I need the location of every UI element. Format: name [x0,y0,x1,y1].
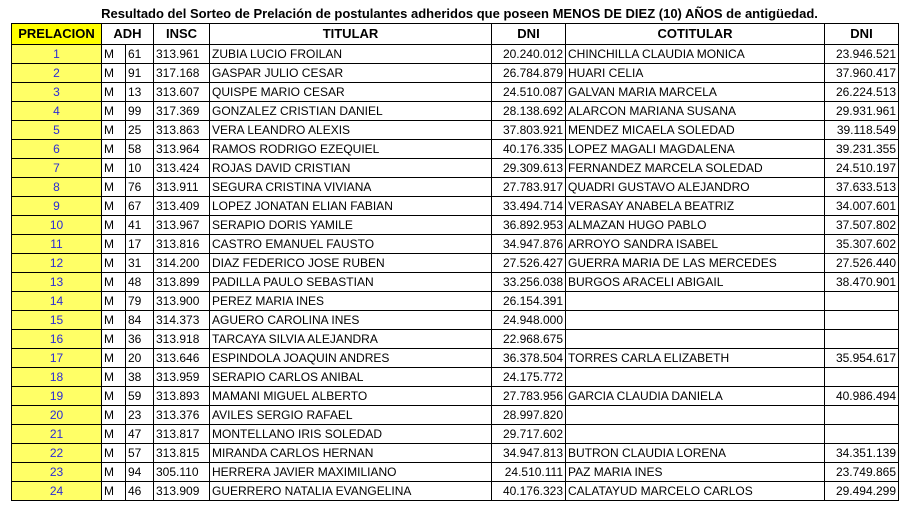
titular-cell: QUISPE MARIO CESAR [210,83,492,102]
adh-cell: 23 [126,406,154,425]
insc-cell: 313.646 [154,349,210,368]
prelacion-cell: 19 [12,387,102,406]
adh-cell: 17 [126,235,154,254]
cotitular-cell: CALATAYUD MARCELO CARLOS [566,482,825,501]
titular-cell: MAMANI MIGUEL ALBERTO [210,387,492,406]
adh-cell: 25 [126,121,154,140]
adh-cell: 57 [126,444,154,463]
insc-cell: 313.376 [154,406,210,425]
insc-cell: 317.168 [154,64,210,83]
table-row [12,64,899,83]
adh-cell: 20 [126,349,154,368]
table-row [12,425,899,444]
titular-cell: PADILLA PAULO SEBASTIAN [210,273,492,292]
sex-cell: M [102,444,126,463]
results-table [11,23,899,501]
table-row [12,216,899,235]
adh-cell: 91 [126,64,154,83]
insc-cell: 313.899 [154,273,210,292]
titular-cell: PEREZ MARIA INES [210,292,492,311]
insc-cell: 313.424 [154,159,210,178]
header-dni: DNI [492,24,566,45]
adh-cell: 47 [126,425,154,444]
titular-cell: MONTELLANO IRIS SOLEDAD [210,425,492,444]
dni-cell: 22.968.675 [492,330,566,349]
sex-cell: M [102,197,126,216]
prelacion-cell: 24 [12,482,102,501]
prelacion-cell: 11 [12,235,102,254]
insc-cell: 313.816 [154,235,210,254]
adh-cell: 59 [126,387,154,406]
dni-cell: 36.892.953 [492,216,566,235]
cotitular-cell: GALVAN MARIA MARCELA [566,83,825,102]
insc-cell: 313.911 [154,178,210,197]
adh-cell: 13 [126,83,154,102]
adh-cell: 99 [126,102,154,121]
cotitular-dni-cell: 29.494.299 [825,482,899,501]
cotitular-cell: ALARCON MARIANA SUSANA [566,102,825,121]
cotitular-dni-cell: 29.931.961 [825,102,899,121]
insc-cell: 313.893 [154,387,210,406]
sex-cell: M [102,482,126,501]
dni-cell: 24.510.111 [492,463,566,482]
table-row [12,140,899,159]
sex-cell: M [102,463,126,482]
titular-cell: HERRERA JAVIER MAXIMILIANO [210,463,492,482]
table-row [12,311,899,330]
sex-cell: M [102,83,126,102]
cotitular-cell: MENDEZ MICAELA SOLEDAD [566,121,825,140]
table-row [12,197,899,216]
table-row [12,463,899,482]
insc-cell: 313.959 [154,368,210,387]
sex-cell: M [102,406,126,425]
table-row [12,406,899,425]
table-row [12,45,899,64]
prelacion-cell: 10 [12,216,102,235]
dni-cell: 24.175.772 [492,368,566,387]
table-row [12,292,899,311]
cotitular-cell: ARROYO SANDRA ISABEL [566,235,825,254]
sex-cell: M [102,102,126,121]
prelacion-cell: 1 [12,45,102,64]
sex-cell: M [102,425,126,444]
sex-cell: M [102,387,126,406]
cotitular-cell: GUERRA MARIA DE LAS MERCEDES [566,254,825,273]
dni-cell: 34.947.876 [492,235,566,254]
cotitular-cell [566,292,825,311]
insc-cell: 313.964 [154,140,210,159]
prelacion-cell: 13 [12,273,102,292]
titular-cell: TARCAYA SILVIA ALEJANDRA [210,330,492,349]
sex-cell: M [102,45,126,64]
titular-cell: DIAZ FEDERICO JOSE RUBEN [210,254,492,273]
titular-cell: ROJAS DAVID CRISTIAN [210,159,492,178]
titular-cell: AVILES SERGIO RAFAEL [210,406,492,425]
titular-cell: SEGURA CRISTINA VIVIANA [210,178,492,197]
cotitular-dni-cell: 38.470.901 [825,273,899,292]
prelacion-cell: 20 [12,406,102,425]
adh-cell: 31 [126,254,154,273]
table-row [12,254,899,273]
sex-cell: M [102,178,126,197]
dni-cell: 26.784.879 [492,64,566,83]
cotitular-dni-cell: 35.307.602 [825,235,899,254]
prelacion-cell: 21 [12,425,102,444]
table-row [12,159,899,178]
cotitular-dni-cell: 40.986.494 [825,387,899,406]
prelacion-cell: 7 [12,159,102,178]
table-row [12,235,899,254]
dni-cell: 27.783.956 [492,387,566,406]
insc-cell: 313.918 [154,330,210,349]
titular-cell: RAMOS RODRIGO EZEQUIEL [210,140,492,159]
prelacion-cell: 12 [12,254,102,273]
header-insc: INSC [154,24,210,45]
dni-cell: 24.948.000 [492,311,566,330]
header-adh: ADH [102,24,154,45]
insc-cell: 313.900 [154,292,210,311]
adh-cell: 58 [126,140,154,159]
dni-cell: 28.138.692 [492,102,566,121]
dni-cell: 27.783.917 [492,178,566,197]
prelacion-cell: 23 [12,463,102,482]
titular-cell: ESPINDOLA JOAQUIN ANDRES [210,349,492,368]
sex-cell: M [102,254,126,273]
sex-cell: M [102,311,126,330]
insc-cell: 313.607 [154,83,210,102]
sex-cell: M [102,330,126,349]
titular-cell: AGUERO CAROLINA INES [210,311,492,330]
cotitular-dni-cell: 34.351.139 [825,444,899,463]
prelacion-cell: 15 [12,311,102,330]
cotitular-dni-cell [825,406,899,425]
cotitular-dni-cell: 35.954.617 [825,349,899,368]
table-row [12,444,899,463]
table-row [12,121,899,140]
prelacion-cell: 4 [12,102,102,121]
prelacion-cell: 2 [12,64,102,83]
cotitular-dni-cell: 23.749.865 [825,463,899,482]
sex-cell: M [102,273,126,292]
cotitular-dni-cell: 27.526.440 [825,254,899,273]
cotitular-dni-cell [825,311,899,330]
prelacion-cell: 8 [12,178,102,197]
insc-cell: 313.961 [154,45,210,64]
insc-cell: 313.817 [154,425,210,444]
titular-cell: LOPEZ JONATAN ELIAN FABIAN [210,197,492,216]
cotitular-dni-cell [825,425,899,444]
cotitular-cell [566,368,825,387]
adh-cell: 10 [126,159,154,178]
dni-cell: 40.176.323 [492,482,566,501]
titular-cell: GUERRERO NATALIA EVANGELINA [210,482,492,501]
table-row [12,83,899,102]
insc-cell: 317.369 [154,102,210,121]
titular-cell: SERAPIO CARLOS ANIBAL [210,368,492,387]
dni-cell: 29.309.613 [492,159,566,178]
insc-cell: 313.967 [154,216,210,235]
titular-cell: GASPAR JULIO CESAR [210,64,492,83]
table-header-row [12,24,899,45]
prelacion-cell: 16 [12,330,102,349]
prelacion-cell: 14 [12,292,102,311]
adh-cell: 38 [126,368,154,387]
prelacion-cell: 22 [12,444,102,463]
table-row [12,330,899,349]
cotitular-dni-cell: 39.118.549 [825,121,899,140]
insc-cell: 305.110 [154,463,210,482]
dni-cell: 27.526.427 [492,254,566,273]
dni-cell: 36.378.504 [492,349,566,368]
sex-cell: M [102,235,126,254]
dni-cell: 24.510.087 [492,83,566,102]
sex-cell: M [102,64,126,83]
dni-cell: 29.717.602 [492,425,566,444]
header-prelacion: PRELACION [12,24,102,45]
table-row [12,368,899,387]
insc-cell: 313.909 [154,482,210,501]
prelacion-cell: 6 [12,140,102,159]
table-row [12,482,899,501]
sex-cell: M [102,140,126,159]
cotitular-dni-cell [825,292,899,311]
cotitular-cell: PAZ MARIA INES [566,463,825,482]
table-row [12,387,899,406]
cotitular-cell: TORRES CARLA ELIZABETH [566,349,825,368]
cotitular-dni-cell: 39.231.355 [825,140,899,159]
cotitular-dni-cell: 37.633.513 [825,178,899,197]
cotitular-dni-cell: 26.224.513 [825,83,899,102]
cotitular-dni-cell: 37.960.417 [825,64,899,83]
cotitular-dni-cell: 34.007.601 [825,197,899,216]
prelacion-cell: 18 [12,368,102,387]
dni-cell: 34.947.813 [492,444,566,463]
adh-cell: 79 [126,292,154,311]
cotitular-cell [566,425,825,444]
cotitular-cell: VERASAY ANABELA BEATRIZ [566,197,825,216]
insc-cell: 313.409 [154,197,210,216]
adh-cell: 48 [126,273,154,292]
dni-cell: 26.154.391 [492,292,566,311]
cotitular-dni-cell [825,330,899,349]
prelacion-cell: 9 [12,197,102,216]
dni-cell: 33.494.714 [492,197,566,216]
adh-cell: 67 [126,197,154,216]
sex-cell: M [102,349,126,368]
insc-cell: 313.815 [154,444,210,463]
insc-cell: 314.373 [154,311,210,330]
titular-cell: CASTRO EMANUEL FAUSTO [210,235,492,254]
dni-cell: 40.176.335 [492,140,566,159]
cotitular-dni-cell: 37.507.802 [825,216,899,235]
cotitular-cell: BUTRON CLAUDIA LORENA [566,444,825,463]
cotitular-cell: QUADRI GUSTAVO ALEJANDRO [566,178,825,197]
titular-cell: VERA LEANDRO ALEXIS [210,121,492,140]
titular-cell: MIRANDA CARLOS HERNAN [210,444,492,463]
titular-cell: GONZALEZ CRISTIAN DANIEL [210,102,492,121]
table-row [12,178,899,197]
sex-cell: M [102,159,126,178]
adh-cell: 41 [126,216,154,235]
cotitular-cell: LOPEZ MAGALI MAGDALENA [566,140,825,159]
titular-cell: ZUBIA LUCIO FROILAN [210,45,492,64]
titular-cell: SERAPIO DORIS YAMILE [210,216,492,235]
cotitular-dni-cell [825,368,899,387]
cotitular-cell: ALMAZAN HUGO PABLO [566,216,825,235]
insc-cell: 314.200 [154,254,210,273]
dni-cell: 28.997.820 [492,406,566,425]
cotitular-dni-cell: 24.510.197 [825,159,899,178]
adh-cell: 61 [126,45,154,64]
dni-cell: 33.256.038 [492,273,566,292]
cotitular-cell [566,330,825,349]
dni-cell: 37.803.921 [492,121,566,140]
header-cotitular: COTITULAR [566,24,825,45]
page-title: Resultado del Sorteo de Prelación de postulantes adheridos que poseen MENOS DE DIEZ (10) AÑOS de antigüedad. [101,6,818,21]
prelacion-cell: 5 [12,121,102,140]
sex-cell: M [102,368,126,387]
sex-cell: M [102,121,126,140]
cotitular-cell: CHINCHILLA CLAUDIA MONICA [566,45,825,64]
cotitular-cell: GARCIA CLAUDIA DANIELA [566,387,825,406]
sex-cell: M [102,216,126,235]
sex-cell: M [102,292,126,311]
adh-cell: 94 [126,463,154,482]
table-row [12,273,899,292]
cotitular-cell: BURGOS ARACELI ABIGAIL [566,273,825,292]
prelacion-cell: 17 [12,349,102,368]
prelacion-cell: 3 [12,83,102,102]
cotitular-cell [566,311,825,330]
cotitular-dni-cell: 23.946.521 [825,45,899,64]
adh-cell: 36 [126,330,154,349]
cotitular-cell: FERNANDEZ MARCELA SOLEDAD [566,159,825,178]
adh-cell: 76 [126,178,154,197]
adh-cell: 84 [126,311,154,330]
table-row [12,102,899,121]
cotitular-cell [566,406,825,425]
cotitular-cell: HUARI CELIA [566,64,825,83]
header-dni-cotitular: DNI [825,24,899,45]
table-row [12,349,899,368]
adh-cell: 46 [126,482,154,501]
header-titular: TITULAR [210,24,492,45]
dni-cell: 20.240.012 [492,45,566,64]
insc-cell: 313.863 [154,121,210,140]
